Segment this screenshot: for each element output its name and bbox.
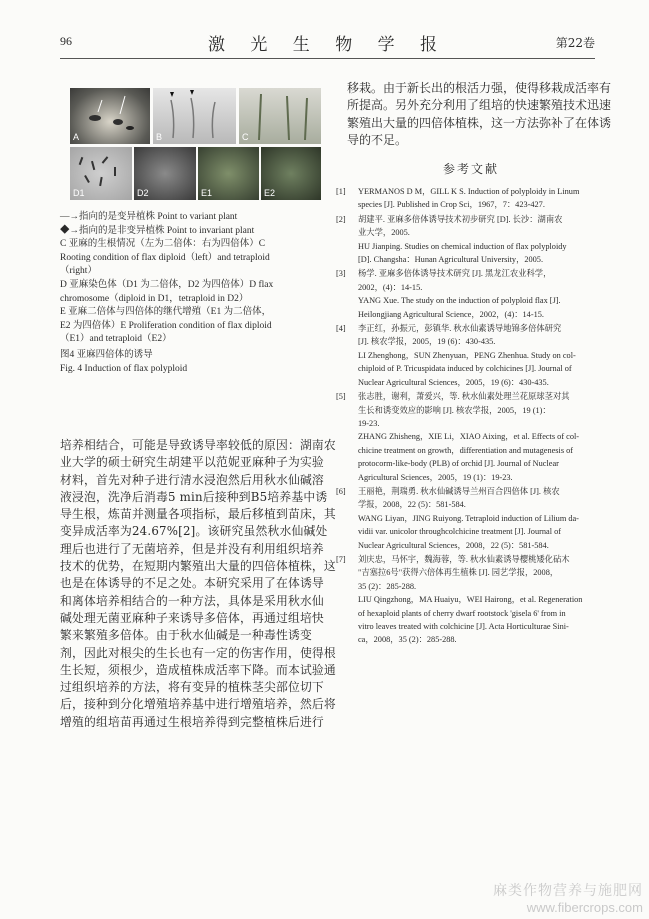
page-header — [60, 30, 595, 54]
photo-panel-d2 — [134, 147, 196, 200]
caption-line: E2 为四倍体）E Proliferation condition of flax diploid — [60, 320, 272, 331]
reference-line: 王丽艳，荆瑞勇. 秋水仙碱诱导兰州百合四倍体 [J]. 核农 — [358, 486, 560, 496]
body-line: 碱处理无菌亚麻种子来诱导多倍体，再通过组培快 — [60, 610, 324, 625]
reference-line: Nuclear Agricultural Sciences，2005，19 (6)：430-435. — [358, 377, 549, 387]
body-line: 和离体培养相结合的一种方法，具体是采用秋水仙 — [60, 593, 324, 608]
figure-label-cn: 图4 亚麻四倍体的诱导 — [60, 349, 153, 360]
reference-number: [3] — [336, 269, 346, 279]
photo-panel-b — [153, 88, 236, 144]
body-line: 导的不足。 — [347, 132, 408, 147]
caption-line: C 亚麻的生根情况（左为二倍体：右为四倍体）C — [60, 239, 266, 250]
reference-entry — [336, 322, 598, 389]
panel-label-a: A — [73, 132, 80, 142]
reference-line: HU Jianping. Studies on chemical induction of flax polyploidy — [358, 241, 567, 251]
panel-label-d1: D1 — [73, 188, 85, 198]
watermark-title: 麻类作物营养与施肥网 — [493, 882, 643, 898]
reference-line: 生长和诱变效应的影响 [J]. 核农学报，2005，19 (1)： — [358, 405, 551, 415]
figure-caption — [60, 211, 335, 376]
caption-line: Rooting condition of flax diploid（left）and tetraploid — [60, 252, 270, 263]
body-line: 变异成活率为24.67%[2]。该研究虽然秋水仙碱处 — [60, 524, 328, 539]
plantlets-in-dish-image — [70, 88, 150, 144]
references-list — [336, 185, 598, 648]
reference-number: [7] — [336, 554, 346, 564]
reference-line: 杨学. 亚麻多倍体诱导技术研究 [J]. 黑龙江农业科学， — [358, 269, 552, 279]
reference-line: YANG Xue. The study on the induction of polyploid flax [J]. — [358, 296, 561, 306]
caption-line: E 亚麻二倍体与四倍体的继代增殖（E1 为二倍体， — [60, 307, 272, 318]
reference-number: [6] — [336, 486, 346, 496]
body-line: 繁殖出大量的四倍体植株，这一方法弥补了在体诱 — [347, 115, 612, 130]
body-line: 生长短，须根少，造成植株成活率下降。而本试验通 — [60, 662, 336, 677]
reference-line: species [J]. Published in Crop Sci，1967，7：423-427. — [358, 200, 545, 210]
body-line: 所提高。另外充分利用了组培的快速繁殖技术迅速 — [347, 98, 612, 113]
figure-4 — [70, 88, 321, 200]
reference-number: [1] — [336, 187, 346, 196]
figure-label-en: Fig. 4 Induction of flax polyploid — [60, 363, 188, 374]
caption-line: D 亚麻染色体（D1 为二倍体，D2 为四倍体）D flax — [60, 279, 274, 290]
photo-panel-c — [239, 88, 321, 144]
reference-line: YERMANOS D M，GILL K S. Induction of polyploidy in Linum — [358, 187, 580, 196]
caption-line: （E1）and tetraploid（E2） — [60, 334, 172, 345]
reference-number: [5] — [336, 392, 346, 402]
volume-label: 第22卷 — [555, 36, 595, 50]
site-watermark — [493, 880, 643, 915]
right-body-text — [347, 80, 612, 149]
page-number: 96 — [60, 34, 72, 48]
watermark-url: www.fibercrops.com — [526, 900, 643, 915]
caption-line: （right） — [60, 266, 97, 277]
body-line: 技术的优势，在短期内繁殖出大量的四倍体植株，这 — [60, 559, 336, 574]
caption-line: —→指向的是变异植株 Point to variant plant — [60, 212, 238, 222]
panel-label-e1: E1 — [201, 188, 213, 198]
reference-line: 胡建平. 亚麻多倍体诱导技术初步研究 [D]. 长沙：湖南农 — [358, 214, 563, 224]
body-line: 剂，因此对根尖的生长也有一定的伤害作用，使得根 — [60, 645, 336, 660]
reference-line: 19-23. — [358, 418, 380, 428]
reference-number: [4] — [336, 324, 346, 334]
photo-panel-e2 — [261, 147, 321, 200]
reference-line: 刘庆忠，马怀宇，魏海蓉，等. 秋水仙素诱导樱桃矮化砧木 — [358, 554, 570, 564]
left-body-text — [60, 437, 335, 731]
journal-title: 激 光 生 物 学 报 — [207, 35, 448, 55]
caption-line: chromosome（diploid in D1，tetraploid in D2） — [60, 293, 249, 304]
photo-panel-d1 — [70, 147, 132, 200]
body-line: 后，接种到分化增殖培养基中进行增殖培养，然后将 — [60, 697, 336, 712]
body-line: 也是在体诱导的不足之处。本研究采用了在体诱导 — [60, 576, 324, 591]
reference-line: Agricultural Sciences，2005，19 (1)：19-23. — [358, 472, 513, 482]
reference-entry — [336, 213, 598, 267]
body-line: 业大学的硕士研究生胡建平以范妮亚麻种子为实验 — [60, 455, 324, 470]
references-heading: 参考文献 — [442, 162, 499, 176]
body-line: 培养相结合，可能是导致诱导率较低的原因：湖南农 — [60, 438, 336, 452]
reference-line: ca，2008，35 (2)：285-288. — [358, 635, 457, 645]
reference-line: WANG Liyan，JING Ruiyong. Tetraploid induction of Lilium da- — [358, 513, 579, 523]
body-line: 增殖的组培苗再通过生根培养得到完整植株后进行 — [60, 714, 324, 729]
reference-line: of hexaploid plants of cherry dwarf rootstock 'gisela 6' from in — [358, 608, 566, 618]
body-line: 繁来繁殖多倍体。由于秋水仙碱是一种毒性诱变 — [60, 628, 312, 643]
reference-line: LIU Qingzhong，MA Huaiyu，WEI Hairong，et al. Regeneration — [358, 595, 583, 605]
reference-line: 张志胜，谢利，萧爱兴，等. 秋水仙素处理兰花原球茎对其 — [358, 392, 570, 402]
reference-line: 李正红，孙振元，彭镇华. 秋水仙素诱导地锦多倍体研究 — [358, 324, 562, 334]
reference-line: ZHANG Zhisheng，XIE Li，XIAO Aixing，et al. Effects of col- — [358, 432, 580, 442]
panel-label-c: C — [242, 132, 249, 142]
reference-line: 业大学，2005. — [358, 228, 410, 238]
reference-line: protocorm-like-body (PLB) of orchid [J]. Journal of Nuclear — [358, 459, 559, 469]
caption-line: ◆→指向的是非变异植株 Point to invariant plant — [60, 225, 255, 236]
reference-line: "吉塞拉6号"获得六倍体再生植株 [J]. 园艺学报，2008， — [358, 568, 559, 578]
panel-label-b: B — [156, 132, 163, 142]
reference-entry — [336, 390, 598, 484]
body-line: 液浸泡，洗净后消毒5 min后接种到B5培养基中诱 — [60, 489, 328, 504]
rooting-condition-image — [239, 88, 321, 144]
reference-line: chicine treatment on growth，differentiation and mutagenesis of — [358, 445, 574, 455]
reference-line: [J]. 核农学报，2005，19 (6)：430-435. — [358, 337, 496, 347]
reference-line: 学报，2008，22 (5)：581-584. — [358, 500, 466, 510]
reference-entry — [336, 553, 598, 647]
reference-number: [2] — [336, 214, 346, 224]
reference-entry — [336, 185, 598, 212]
header-rule — [60, 58, 595, 59]
photo-panel-a — [70, 88, 150, 144]
reference-entry — [336, 267, 598, 321]
body-line: 过组织培养的方法，将有变异的植株茎尖部位切下 — [60, 680, 324, 695]
rooted-plants-image — [153, 88, 236, 144]
reference-line: Heilongjiang Agricultural Science，2002，(4)：14-15. — [358, 309, 544, 319]
body-line: 理后也进行了无菌培养，但是并没有利用组织培养 — [60, 541, 324, 556]
reference-line: 2002，(4)：14-15. — [358, 282, 423, 292]
reference-line: vitro leaves treated with colchicine [J]. Acta Horticulturae Sini- — [358, 622, 569, 631]
reference-entry — [336, 485, 598, 552]
reference-line: [D]. Changsha：Hunan Agricultural University，2005. — [358, 255, 544, 265]
body-line: 移栽。由于新长出的根活力强，使得移栽成活率有 — [347, 81, 612, 95]
reference-line: LI Zhenghong，SUN Zhenyuan，PENG Zhenhua. Study on col- — [358, 350, 576, 360]
reference-line: 35 (2)：285-288. — [358, 581, 417, 591]
body-line: 材料，首先对种子进行清水浸泡然后用秋水仙碱溶 — [60, 472, 324, 487]
reference-line: vidii var. unicolor throughcolchicine treatment [J]. Journal of — [358, 527, 561, 537]
panel-label-e2: E2 — [264, 188, 276, 198]
panel-label-d2: D2 — [137, 188, 149, 198]
reference-line: chiploid of P. Tricuspidata induced by colchicines [J]. Journal of — [358, 364, 572, 374]
reference-line: Nuclear Agricultural Sciences，2008，22 (5)：581-584. — [358, 540, 549, 550]
photo-panel-e1 — [198, 147, 259, 200]
body-line: 导生根，炼苗并测量各项指标，最后移植到苗床，其 — [60, 507, 336, 522]
